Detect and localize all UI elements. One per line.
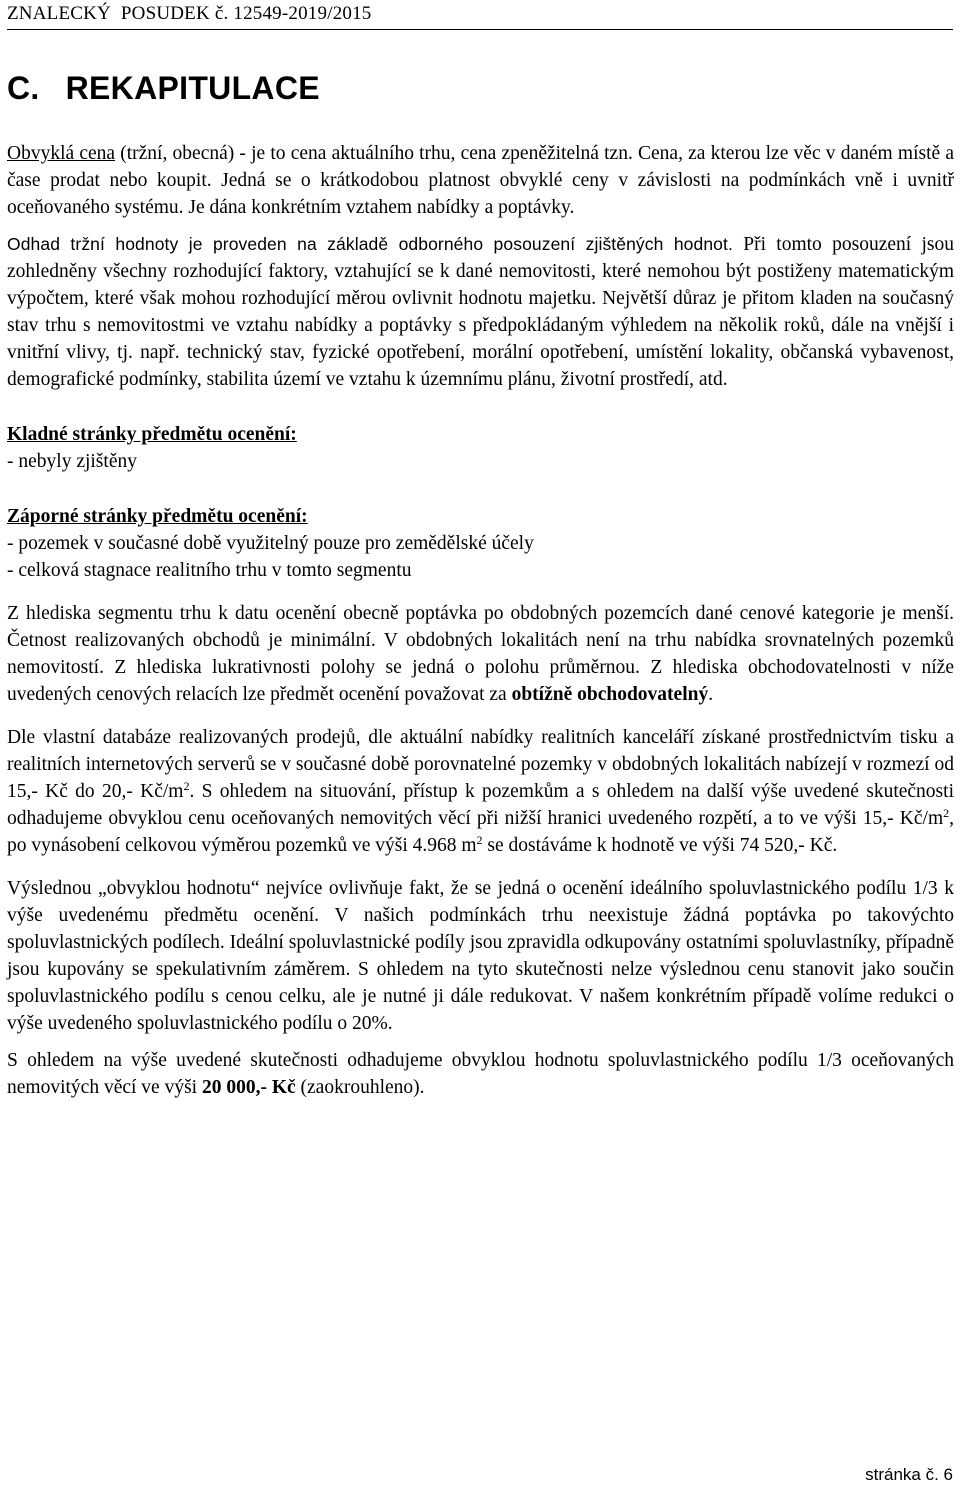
negative-item: - celková stagnace realitního trhu v tomto segmentu (7, 560, 412, 581)
conclusion-text: S ohledem na výše uvedené skutečnosti odhadujeme obvyklou hodnotu spoluvlastnického podílu 1/3 oceňovaných nemovitých věcí ve výši (7, 1050, 954, 1098)
market-end: . (708, 684, 714, 705)
paragraph-calculation (7, 724, 954, 859)
assessment-lead: Odhad tržní hodnoty je proveden na základě odborného posouzení zjištěných hodnot. (7, 234, 733, 254)
paragraph-co-ownership (7, 875, 954, 1037)
calc-sup-2: 2 (943, 806, 950, 820)
calc-part-4: se dostáváme k hodnotě ve výši 74 520,- Kč. (482, 835, 838, 856)
final-value: 20 000,- Kč (201, 1077, 296, 1098)
page-number: stránka č. 6 (865, 1465, 953, 1484)
calc-part-1: Dle vlastní databáze realizovaných prodejů, dle aktuální nabídky realitních kanceláří získané prostřednictvím tisku a realitních internetových serverů se v současné době porovnatelné pozemky v obdobných lokalitách nabízejí v rozmezí od 15,- Kč do 20,- Kč/m (7, 727, 954, 802)
positive-heading-text: Kladné stránky předmětu ocenění: (7, 424, 297, 445)
paragraph-conclusion (7, 1047, 954, 1101)
negative-heading (7, 503, 954, 530)
header-text: ZNALECKÝ POSUDEK č. 12549-2019/2015 (7, 3, 372, 24)
paragraph-assessment (7, 231, 954, 393)
calc-sup-3: 2 (476, 833, 483, 847)
conclusion-end: (zaokrouhleno). (295, 1077, 425, 1098)
document-header (7, 3, 953, 30)
paragraph-market-segment (7, 600, 954, 708)
document-body (7, 140, 954, 1101)
calc-part-2: . S ohledem na situování, přístup k pozemkům a s ohledem na další výše uvedené skutečnosti odhadujeme obvyklou cenu oceňovaných nemovitých věcí při nižší hranici uvedeného rozpětí, a to ve výši 15,- Kč/m (7, 781, 954, 829)
term-usual-price: Obvyklá cena (7, 143, 116, 164)
calc-sup-1: 2 (183, 779, 190, 793)
section-number: C. (7, 70, 40, 106)
market-text: Z hlediska segmentu trhu k datu ocenění obecně poptávka po obdobných pozemcích dané cenové kategorie je menší. Četnost realizovaných obchodů je minimální. V obdobných lokalitách není na trhu nabídka srovnatelných pozemků nemovitostí. Z hlediska lukrativnosti polohy se jedná o polohu průměrnou. Z hlediska obchodovatelnosti v níže uvedených cenových relacích lze předmět ocenění považovat za (7, 603, 954, 705)
positive-item: - nebyly zjištěny (7, 451, 137, 472)
assessment-text: Při tomto posouzení jsou zohledněny všechny rozhodující faktory, vztahující se k dané nemovitosti, které nemohou být postiženy matematickým výpočtem, které však mohou rozhodující měrou ovlivnit hodnotu majetku. Největší důraz je přitom kladen na současný stav trhu s nemovitostmi ve vztahu nabídky a poptávky s předpokládaným výhledem na několik roků, dále na vnější i vnitřní vlivy, tj. např. technický stav, fyzické opotřebení, morální opotřebení, umístění lokality, občanská vybavenost, demografické podmínky, stabilita území ve vztahu k územnímu plánu, životní prostředí, atd. (7, 234, 954, 390)
paragraph-definition (7, 140, 954, 221)
calc-part-3: , po vynásobení celkovou výměrou pozemků ve výši 4.968 m (7, 808, 954, 856)
definition-text: (tržní, obecná) - je to cena aktuálního trhu, cena zpeněžitelná tzn. Cena, za kterou lze věc v daném místě a čase prodat nebo koupit. Jedná se o krátkodobou platnost obvyklé ceny v závislosti na podmínkách vně i uvnitř oceňovaného systému. Je dána konkrétním vztahem nabídky a poptávky. (7, 143, 954, 218)
co-ownership-text: Výslednou „obvyklou hodnotu“ nejvíce ovlivňuje fakt, že se jedná o ocenění ideálního spoluvlastnického podílu 1/3 k výše uvedenému předmětu ocenění. V našich podmínkách trhu neexistuje žádná poptávka po takovýchto spoluvlastnických podílech. Ideální spoluvlastnické podíly jsou zpravidla odkupovány ostatními spoluvlastníky, případně jsou kupovány se spekulativním záměrem. S ohledem na tyto skutečnosti nelze výslednou cenu stanovit jako součin spoluvlastnického podílu s cenou celku, ale je nutné ji dále redukovat. V našem konkrétním případě volíme redukci o výše uvedeného spoluvlastnického podílu o 20%. (7, 878, 954, 1034)
section-title (7, 70, 320, 107)
section-title-text: REKAPITULACE (65, 70, 320, 106)
negative-heading-text: Záporné stránky předmětu ocenění: (7, 506, 308, 527)
market-bold: obtížně obchodovatelný (511, 684, 709, 705)
negative-item: - pozemek v současné době využitelný pouze pro zemědělské účely (7, 533, 534, 554)
positive-heading (7, 421, 954, 448)
